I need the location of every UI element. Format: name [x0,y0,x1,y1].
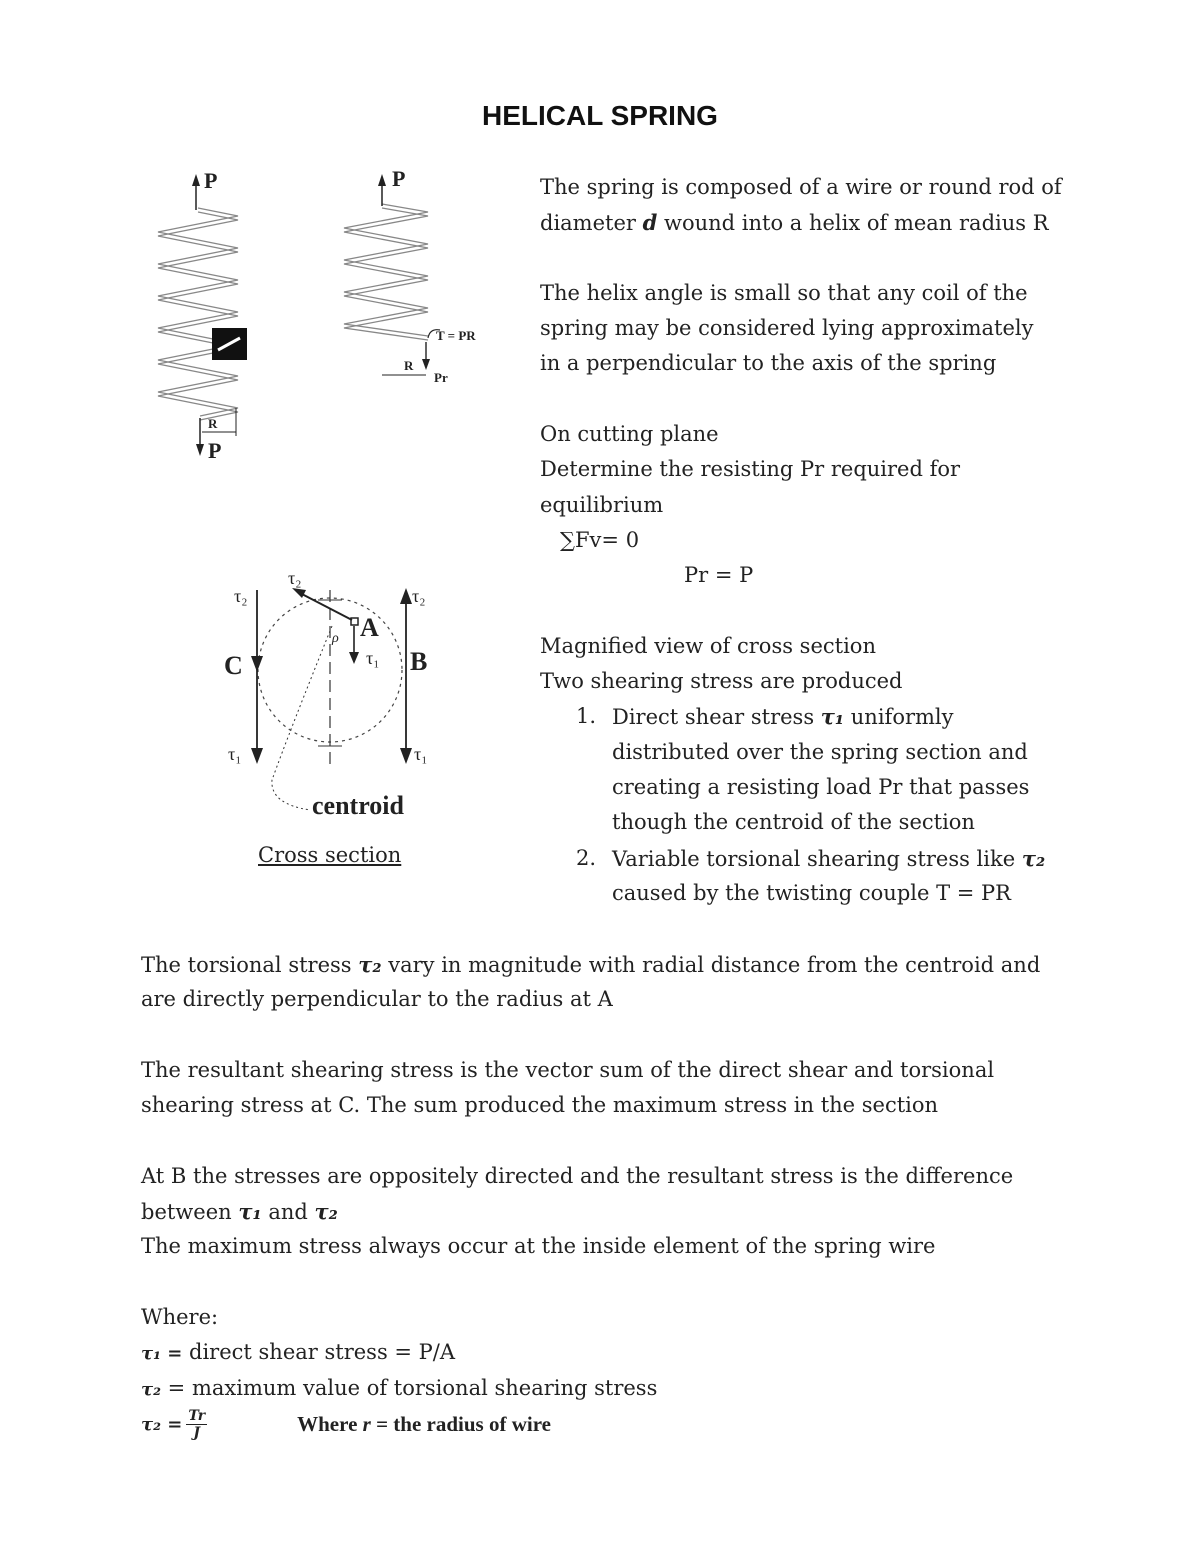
arrow-down-icon [422,359,430,370]
symbol-tau2: τ₂ [1021,845,1046,871]
formula-tau2 [141,1406,1040,1446]
list-number: 2. [576,845,597,870]
text-span: between [141,1200,239,1225]
text-line: Where: [141,1304,219,1329]
body-text [141,947,1040,1446]
text-span: = the radius of wire [370,1411,551,1436]
text-line: The helix angle is small so that any coil of the [540,280,1028,305]
load-label-top: P [204,168,218,193]
tau1-right-label: τ₁ [414,744,428,764]
symbol-tau2: τ₂ [358,952,382,977]
symbol-tau2: τ₂ [141,1378,161,1400]
rho-label: ρ [332,631,339,646]
text-line: in a perpendicular to the axis of the spring [540,351,997,376]
symbol-tau1: τ₁ = [141,1343,183,1365]
arrow-down-icon [400,748,412,764]
load-label-bottom: P [208,438,222,463]
text-span: wound into a helix of mean radius R [657,211,1049,236]
text-span: and [261,1200,315,1225]
point-b-label: B [410,647,428,676]
text-line: Determine the resisting Pr required for [540,457,961,482]
symbol-r: r [362,1411,371,1436]
arrow-down-icon [349,652,359,664]
text-line [540,205,1062,240]
text-span: Variable torsional shearing stress like [612,846,1022,871]
arrow-down-icon [251,748,263,764]
right-column-text [540,170,1062,911]
fraction-denominator: J [193,1424,201,1441]
list-item [540,841,1062,912]
text-line: shearing stress at C. The sum produced the maximum stress in the section [141,1093,939,1118]
text-line: The spring is composed of a wire or round rod of [540,175,1062,199]
text-line: creating a resisting load Pr that passes [612,775,1030,800]
spring-full-figure [140,160,280,470]
point-a-label: A [360,613,379,642]
page-title: HELICAL SPRING [482,100,718,131]
fraction [186,1408,207,1441]
load-label-top: P [392,166,406,191]
cross-section-caption: Cross section [258,843,402,867]
text-line: On cutting plane [540,422,719,447]
fraction-numerator: Tr [188,1407,206,1424]
text-line: Two shearing stress are produced [540,669,903,694]
tau1-center-label: τ₁ [366,648,380,668]
tau2-top-label: τ₂ [288,568,302,588]
arrow-up-icon [400,588,412,604]
arrow-down-icon [251,656,263,672]
text-line [141,1194,1040,1229]
symbol-d: d [642,210,658,236]
symbol-tau1: τ₁ [238,1199,262,1225]
spring-cut-figure [330,160,510,390]
text-span: uniformly [844,705,954,730]
symbol-tau2: τ₂ = [141,1413,183,1435]
formula-where [297,1412,551,1436]
list-number: 1. [576,704,597,729]
text-span: Direct shear stress [612,705,821,730]
text-line: equilibrium [540,492,664,517]
spring-coil-icon [344,204,428,340]
cross-section-figure [220,560,460,830]
text-line: though the centroid of the section [612,810,975,835]
text-line: Magnified view of cross section [540,633,876,658]
definition-tau2 [141,1371,1040,1406]
tau1-left-label: τ₁ [228,744,242,764]
text-span: Where [297,1411,363,1436]
text-span: vary in magnitude with radial distance from the centroid and [381,953,1041,977]
resisting-load-label: Pr [434,370,448,385]
point-c-label: C [224,651,243,680]
arrow-up-icon [192,174,200,186]
text-span: The torsional stress [141,953,359,977]
text-span: direct shear stress = P/A [182,1340,456,1365]
arrow-up-icon [378,174,386,186]
symbol-tau2: τ₂ [314,1199,338,1225]
arrow-icon [292,588,306,598]
radius-label: R [208,416,218,431]
text-line: The maximum stress always occur at the inside element of the spring wire [141,1234,936,1259]
tau2-right-label: τ₂ [412,586,426,606]
text-line: caused by the twisting couple T = PR [612,880,1011,905]
centroid-label: centroid [312,791,404,820]
list-item [540,699,1062,840]
text-line: The resultant shearing stress is the vector sum of the direct shear and torsional [141,1057,995,1082]
text-line [141,947,1040,982]
symbol-tau1: τ₁ [820,704,845,730]
equation-sum-fv: ∑Fv= 0 [560,527,640,552]
text-span: = maximum value of torsional shearing stress [161,1375,658,1400]
arrow-down-icon [196,444,204,456]
text-span: diameter [540,211,643,236]
text-line: At B the stresses are oppositely directed and the resultant stress is the difference [141,1163,1014,1188]
torque-label: T = PR [436,328,476,343]
text-line: distributed over the spring section and [612,739,1028,764]
equation-pr: Pr = P [684,563,754,588]
tau2-left-label: τ₂ [234,586,248,606]
text-line: are directly perpendicular to the radius at A [141,987,613,1012]
spring-coil-icon [158,208,238,420]
definition-tau1 [141,1335,1040,1370]
text-line: spring may be considered lying approximately [540,316,1034,341]
radius-label: R [404,358,414,373]
